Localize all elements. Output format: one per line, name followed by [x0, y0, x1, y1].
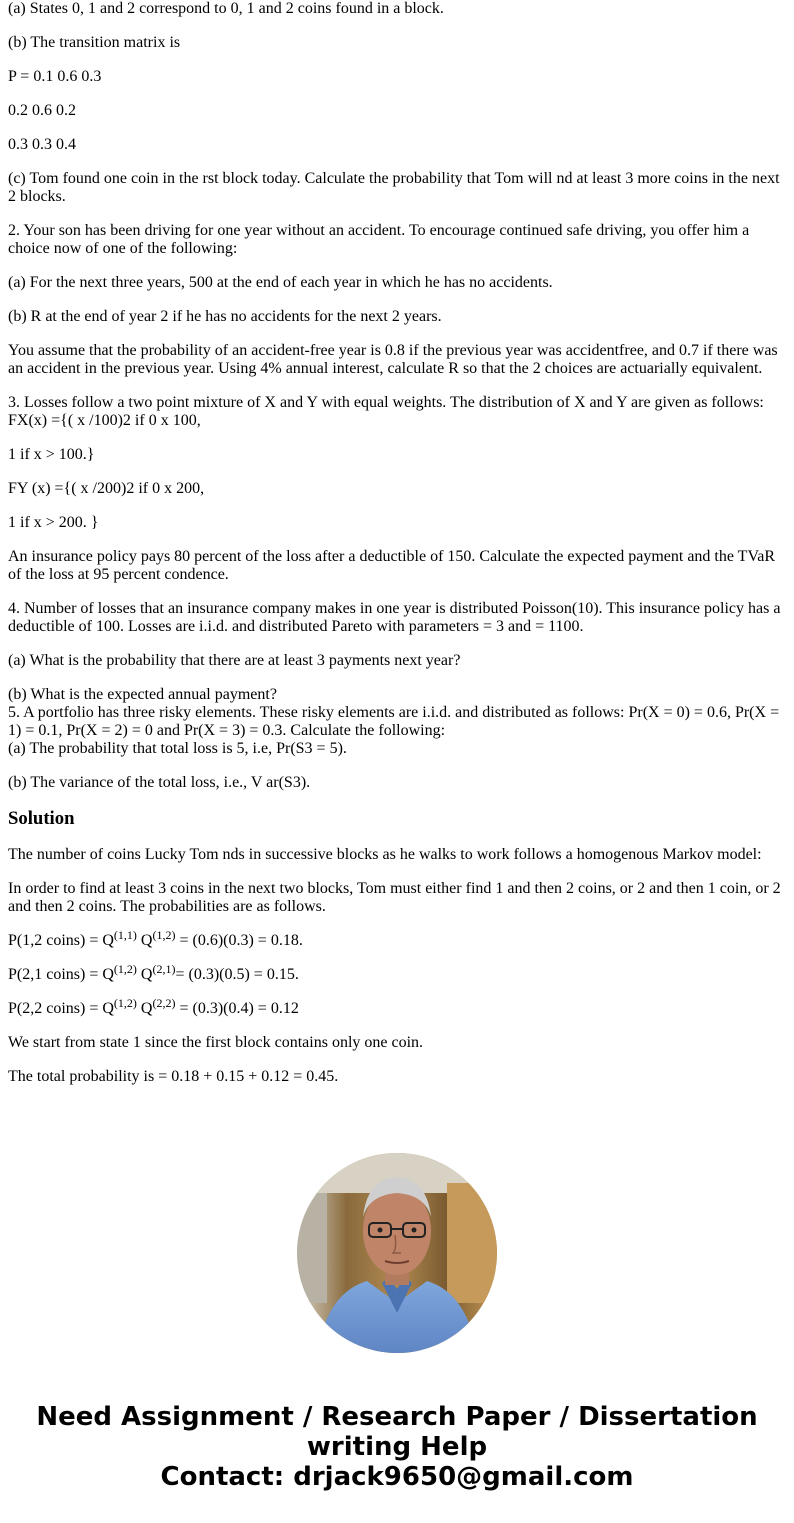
- equation-superscript: (1,1): [113, 928, 137, 942]
- problem-paragraph: (a) The probability that total loss is 5, i.e, Pr(S3 = 5).: [8, 740, 347, 757]
- problem-paragraph: FY (x) ={( x /200)2 if 0 x 200,: [8, 480, 205, 497]
- problem-paragraph: 3. Losses follow a two point mixture of X and Y with equal weights. The distribution of X and Y are given as follows: FX(x) ={( x /100)2 if 0 x 100,: [8, 394, 764, 429]
- solution-paragraph: The number of coins Lucky Tom nds in successive blocks as he walks to work follows a homogenous Markov model:: [8, 846, 762, 863]
- equation-superscript: (1,2): [113, 996, 137, 1010]
- equation-text: = (0.3)(0.4) = 0.12: [175, 1000, 299, 1017]
- problem-paragraph: 1 if x > 100.}: [8, 446, 95, 463]
- problem-paragraph: 4. Number of losses that an insurance company makes in one year is distributed Poisson(10). This insurance policy has a deductible of 100. Losses are i.i.d. and distributed Pareto with parameters = 3 and = 1100.: [8, 600, 781, 635]
- problem-paragraph: (c) Tom found one coin in the rst block today. Calculate the probability that Tom will nd at least 3 more coins in the next 2 blocks.: [8, 170, 780, 205]
- equation-superscript: (1,2): [152, 928, 176, 942]
- equation-text: Q: [136, 1000, 153, 1017]
- banner-line: Need Assignment / Research Paper / Dissertation: [36, 1402, 758, 1432]
- problem-paragraph: (a) For the next three years, 500 at the end of each year in which he has no accidents.: [8, 274, 553, 291]
- contact-email: Contact: drjack9650@gmail.com: [160, 1462, 634, 1492]
- equation-superscript: (1,2): [113, 962, 137, 976]
- equation-superscript: (2,1): [152, 962, 176, 976]
- equation-text: P(2,2 coins) = Q: [8, 1000, 114, 1017]
- problem-paragraph: (b) What is the expected annual payment?: [8, 686, 277, 703]
- equation-superscript: (2,2): [152, 996, 176, 1010]
- problem-paragraph: (b) R at the end of year 2 if he has no accidents for the next 2 years.: [8, 308, 442, 325]
- equation-text: Q: [136, 966, 153, 983]
- solution-paragraph: The total probability is = 0.18 + 0.15 + 0.12 = 0.45.: [8, 1068, 339, 1085]
- author-photo: [297, 1153, 497, 1353]
- solution-paragraph: In order to find at least 3 coins in the next two blocks, Tom must either find 1 and then 2 coins, or 2 and then 1 coin, or 2 and then 2 coins. The probabilities are as follows.: [8, 880, 781, 915]
- solution-equation: [8, 928, 786, 950]
- equation-text: Q: [136, 932, 153, 949]
- document-body: [8, 0, 786, 1102]
- problem-paragraph: 1 if x > 200. }: [8, 514, 99, 531]
- contact-banner: [0, 1402, 794, 1492]
- problem-paragraph: 5. A portfolio has three risky elements. These risky elements are i.i.d. and distributed as follows: Pr(X = 0) = 0.6, Pr(X = 1) = 0.1, Pr(X = 2) = 0 and Pr(X = 3) = 0.3. Calculate the following:: [8, 704, 780, 739]
- author-avatar: [297, 1153, 497, 1353]
- equation-text: = (0.6)(0.3) = 0.18.: [175, 932, 303, 949]
- problem-paragraph: (a) States 0, 1 and 2 correspond to 0, 1 and 2 coins found in a block.: [8, 0, 444, 17]
- solution-equation: [8, 996, 786, 1018]
- solution-heading: Solution: [8, 808, 75, 829]
- equation-text: P(1,2 coins) = Q: [8, 932, 114, 949]
- solution-paragraph: We start from state 1 since the first block contains only one coin.: [8, 1034, 424, 1051]
- solution-equation: [8, 962, 786, 984]
- matrix-row: 0.3 0.3 0.4: [8, 136, 76, 153]
- problem-paragraph: (a) What is the probability that there are at least 3 payments next year?: [8, 652, 461, 669]
- problem-paragraph: You assume that the probability of an accident-free year is 0.8 if the previous year was accidentfree, and 0.7 if there was an accident in the previous year. Using 4% annual interest, calculate R so that the 2 choices are actuarially equivalent.: [8, 342, 778, 377]
- equation-text: P(2,1 coins) = Q: [8, 966, 114, 983]
- matrix-row: 0.2 0.6 0.2: [8, 102, 76, 119]
- problem-paragraph: An insurance policy pays 80 percent of the loss after a deductible of 150. Calculate the expected payment and the TVaR of the loss at 95 percent condence.: [8, 548, 775, 583]
- problem-paragraph: (b) The transition matrix is: [8, 34, 181, 51]
- problem-paragraph: (b) The variance of the total loss, i.e., V ar(S3).: [8, 774, 311, 791]
- equation-text: = (0.3)(0.5) = 0.15.: [175, 966, 299, 983]
- problem-paragraph: 2. Your son has been driving for one year without an accident. To encourage continued safe driving, you offer him a choice now of one of the following:: [8, 222, 750, 257]
- banner-line: writing Help: [306, 1432, 488, 1462]
- matrix-row: P = 0.1 0.6 0.3: [8, 68, 102, 85]
